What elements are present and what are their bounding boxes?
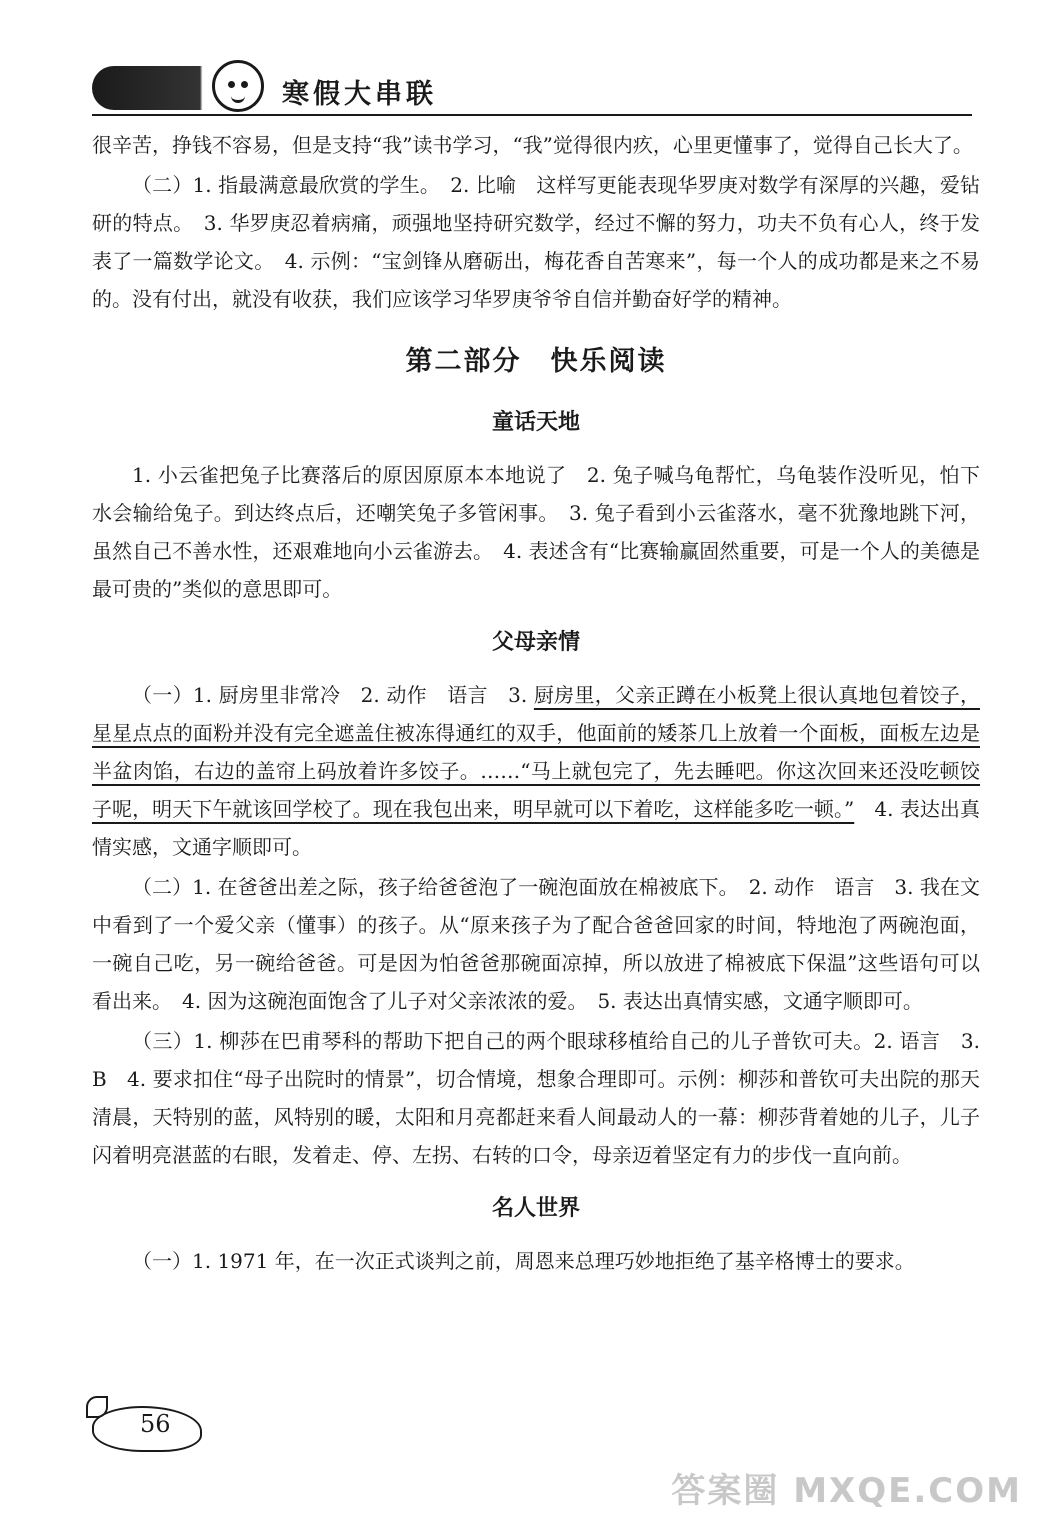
paragraph: （二）1. 指最满意最欣赏的学生。 2. 比喻 这样写更能表现华罗庚对数学有深厚的兴趣，爱钻研的特点。 3. 华罗庚忍着病痛，顽强地坚持研究数学，经过不懈的努力，功夫不负有心人，终于发表了一篇数学论文。 4. 示例：“宝剑锋从磨砺出，梅花香自苦寒来”，每一个人的成功都是来之不易的。没有付出，就没有收获，我们应该学习华罗庚爷爷自信并勤奋好学的精神。 (92, 173, 980, 311)
header-title: 寒假大串联 (282, 79, 437, 110)
watermark: 答案圈 MXQE.COM (671, 1471, 1022, 1511)
whale-tail-icon (86, 1396, 108, 1418)
paragraph: （一）1. 1971 年，在一次正式谈判之前，周恩来总理巧妙地拒绝了基辛格博士的要求。 (132, 1249, 915, 1273)
paragraph: 1. 小云雀把兔子比赛落后的原因原原本本地说了 2. 兔子喊乌龟帮忙，乌龟装作没听见，怕下水会输给兔子。到达终点后，还嘲笑兔子多管闲事。 3. 兔子看到小云雀落水，毫不犹豫地跳下河，虽然自己不善水性，还艰难地向小云雀游去。 4. 表述含有“比赛输赢固然重要，可是一个人的美德是最可贵的”类似的意思即可。 (92, 463, 980, 601)
answer-text: 4. 表达出真情实感，文通字顺即可。 (92, 797, 980, 859)
paragraph (92, 676, 980, 866)
page-header (92, 60, 437, 118)
paragraph: （二）1. 在爸爸出差之际，孩子给爸爸泡了一碗泡面放在棉被底下。 2. 动作 语言 3. 我在文中看到了一个爱父亲（懂事）的孩子。从“原来孩子为了配合爸爸回家的时间，特地泡了两碗泡面，一碗自己吃，另一碗给爸爸。可是因为怕爸爸那碗面凉掉，所以放进了棉被底下保温”这些语句可以看出来。 4. 因为这碗泡面饱含了儿子对父亲浓浓的爱。 5. 表达出真情实感，文通字顺即可。 (92, 875, 980, 1013)
answer-text: （一）1. 厨房里非常冷 2. 动作 语言 3. (132, 683, 534, 707)
part-title: 第二部分 快乐阅读 (405, 346, 667, 377)
page-footer (92, 1396, 212, 1456)
paragraph: 很辛苦，挣钱不容易，但是支持“我”读书学习，“我”觉得很内疚，心里更懂事了，觉得自己长大了。 (92, 133, 973, 157)
paragraph: （三）1. 柳莎在巴甫琴科的帮助下把自己的两个眼球移植给自己的儿子普钦可夫。2. 语言 3. B 4. 要求扣住“母子出院时的情景”，切合情境，想象合理即可。示例：柳莎和普钦可夫出院的那天清晨，天特别的蓝，风特别的暖，太阳和月亮都赶来看人间最动人的一幕：柳莎背着她的儿子，儿子闪着明亮湛蓝的右眼，发着走、停、左拐、右转的口令，母亲迈着坚定有力的步伐一直向前。 (92, 1029, 980, 1167)
section-title: 童话天地 (491, 409, 580, 435)
page-content (92, 126, 980, 1280)
header-divider (92, 114, 972, 116)
page-number: 56 (140, 1410, 171, 1438)
section-title: 父母亲情 (491, 629, 580, 655)
section-title: 名人世界 (491, 1195, 580, 1221)
underlined-quote: 厨房里，父亲正蹲在小板凳上很认真地包着饺子，星星点点的面粉并没有完全遮盖住被冻得通红的双手，他面前的矮茶几上放着一个面板，面板左边是半盆肉馅，右边的盖帘上码放着许多饺子。……“马上就包完了，先去睡吧。你这次回来还没吃顿饺子呢，明天下午就该回学校了。现在我包出来，明早就可以下着吃，这样能多吃一顿。” (92, 683, 981, 821)
cartoon-face-icon (212, 60, 264, 112)
